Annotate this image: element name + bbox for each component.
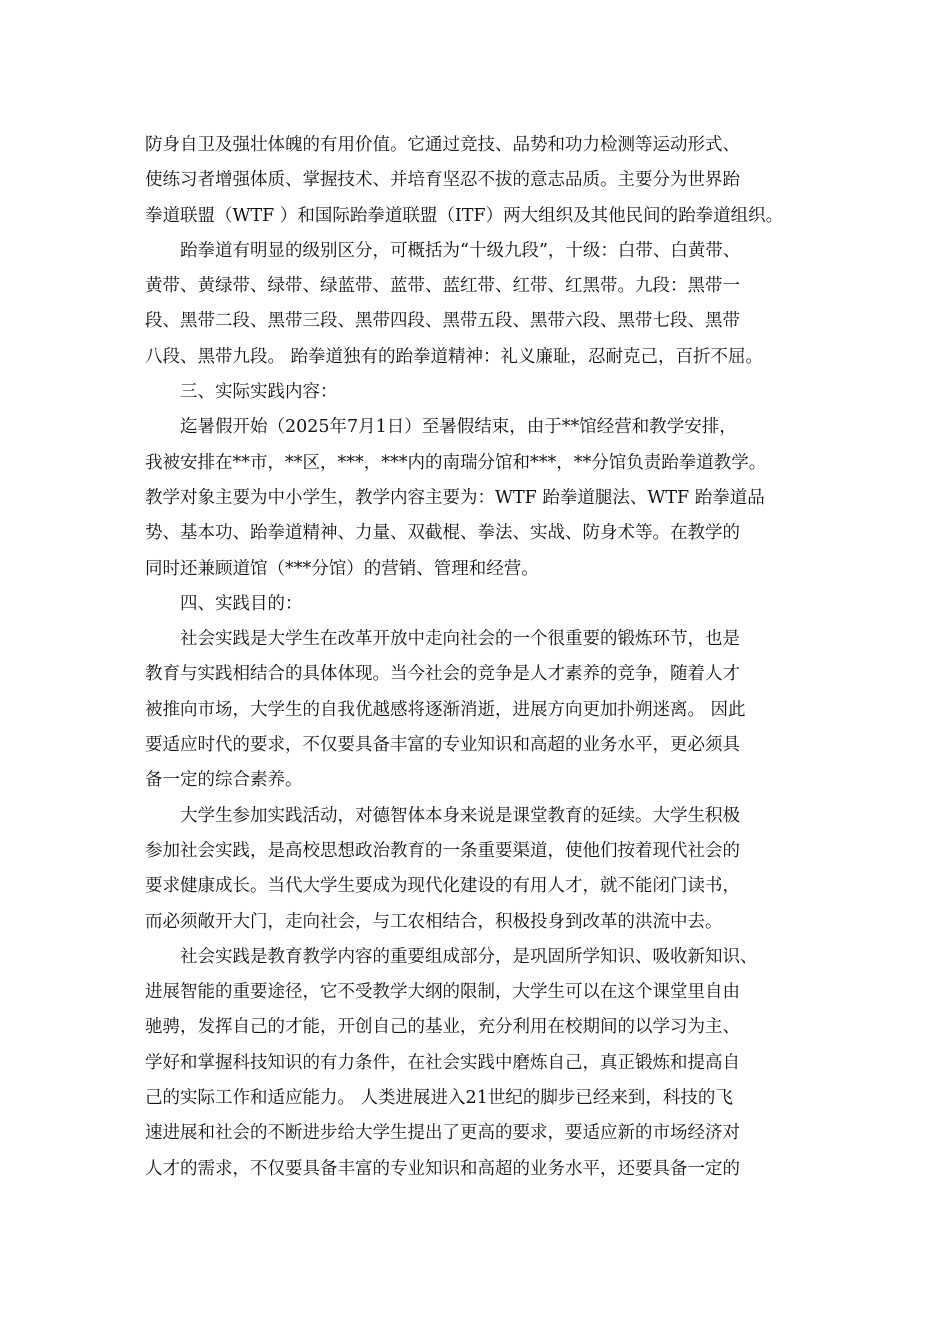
text-line: 教学对象主要为中小学生，教学内容主要为：WTF 跆拳道腿法、WTF 跆拳道品 — [145, 487, 765, 508]
text-line: 被推向市场，大学生的自我优越感将逐渐消逝，进展方向更加扑朔迷离。 因此 — [145, 699, 746, 720]
text-line: 防身自卫及强壮体魄的有用价值。它通过竞技、品势和功力检测等运动形式、 — [145, 135, 740, 155]
text-line: 跆拳道有明显的级别区分，可概括为“十级九段”，十级：白带、白黄带、 — [180, 240, 741, 261]
text-line: 进展智能的重要途径，它不受教学大纲的限制，大学生可以在这个课堂里自由 — [145, 982, 740, 1003]
body-text — [145, 128, 825, 1187]
text-line: 使练习者增强体质、掌握技术、并培育坚忍不拔的意志品质。主要分为世界跆 — [145, 170, 740, 191]
text-line: 黄带、黄绿带、绿带、绿蓝带、蓝带、蓝红带、红带、红黑带。九段：黑带一 — [145, 276, 740, 297]
text-line: 社会实践是大学生在改革开放中走向社会的一个很重要的锻炼环节，也是 — [180, 629, 740, 650]
text-line: 段、黑带二段、黑带三段、黑带四段、黑带五段、黑带六段、黑带七段、黑带 — [145, 311, 740, 332]
text-line: 速进展和社会的不断进步给大学生提出了更高的要求，要适应新的市场经济对 — [145, 1123, 740, 1144]
text-line: 迄暑假开始（2025年7月1日）至暑假结束，由于**馆经营和教学安排， — [180, 417, 737, 438]
text-line: 而必须敞开大门，走向社会，与工农相结合，积极投身到改革的洪流中去。 — [145, 911, 723, 932]
text-line: 人才的需求，不仅要具备丰富的专业知识和高超的业务水平，还要具备一定的 — [145, 1158, 740, 1179]
text-line: 教育与实践相结合的具体体现。当今社会的竞争是人才素养的竞争，随着人才 — [145, 664, 740, 685]
text-line: 我被安排在**市，**区，***，***内的南瑞分馆和***，**分馆负责跆拳道教学。 — [145, 452, 767, 473]
text-line: 拳道联盟（WTF ）和国际跆拳道联盟（ITF）两大组织及其他民间的跆拳道组织。 — [145, 205, 784, 226]
text-line: 势、基本功、跆拳道精神、力量、双截棍、拳法、实战、防身术等。在教学的 — [145, 523, 740, 544]
text-line: 备一定的综合素养。 — [145, 770, 303, 791]
text-line: 驰骋，发挥自己的才能，开创自己的基业，充分利用在校期间的以学习为主、 — [145, 1017, 740, 1038]
text-line: 三、实际实践内容： — [180, 382, 338, 403]
text-line: 大学生参加实践活动，对德智体本身来说是课堂教育的延续。大学生积极 — [180, 805, 740, 826]
text-line: 同时还兼顾道馆（***分馆）的营销、管理和经营。 — [145, 558, 539, 579]
text-line: 学好和掌握科技知识的有力条件，在社会实践中磨炼自己，真正锻炼和提高自 — [145, 1052, 740, 1073]
text-line: 社会实践是教育教学内容的重要组成部分，是巩固所学知识、吸收新知识、 — [180, 946, 758, 967]
text-line: 四、实践目的： — [180, 593, 303, 614]
text-line: 要求健康成长。当代大学生要成为现代化建设的有用人才，就不能闭门读书， — [145, 876, 740, 897]
text-line: 八段、黑带九段。 跆拳道独有的跆拳道精神：礼义廉耻，忍耐克己，百折不屈。 — [145, 346, 764, 367]
text-line: 要适应时代的要求，不仅要具备丰富的专业知识和高超的业务水平，更必须具 — [145, 735, 740, 756]
text-line: 参加社会实践，是高校思想政治教育的一条重要渠道，使他们按着现代社会的 — [145, 840, 740, 861]
text-line: 己的实际工作和适应能力。 人类进展进入21世纪的脚步已经来到，科技的飞 — [145, 1088, 733, 1109]
